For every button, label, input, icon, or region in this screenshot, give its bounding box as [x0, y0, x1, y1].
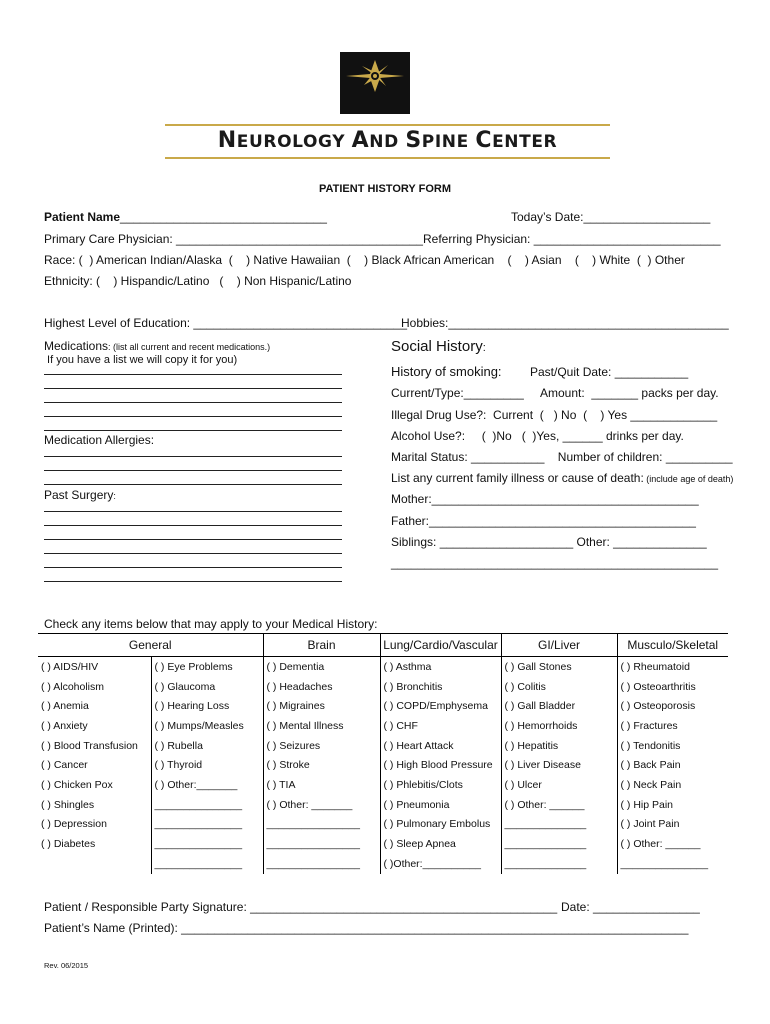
neurology-logo-icon	[340, 52, 410, 114]
condition-checkbox-item[interactable]: ( ) Depression	[41, 818, 107, 831]
allergy-line[interactable]	[44, 456, 342, 457]
condition-checkbox-item[interactable]: ( ) Gall Stones	[501, 657, 617, 677]
condition-checkbox-item[interactable]: ( ) Thyroid	[151, 755, 263, 775]
condition-checkbox-item[interactable]: ( ) Back Pain	[617, 755, 728, 775]
condition-checkbox-item[interactable]: ( ) Rheumatoid	[617, 657, 728, 677]
medication-line[interactable]	[44, 416, 342, 417]
past-quit-date-field[interactable]: Past/Quit Date: ___________	[530, 365, 689, 379]
header-general: General	[38, 634, 263, 657]
condition-checkbox-item[interactable]: ( ) Phlebitis/Clots	[380, 775, 501, 795]
condition-checkbox-item[interactable]: ( ) Pulmonary Embolus	[380, 815, 501, 835]
condition-checkbox-item[interactable]: ( ) Hepatitis	[501, 736, 617, 756]
condition-checkbox-item[interactable]: ________________	[263, 815, 380, 835]
condition-checkbox-item[interactable]: ______________	[501, 834, 617, 854]
condition-checkbox-item[interactable]: ( ) Other: ______	[501, 795, 617, 815]
hobbies-field[interactable]: Hobbies:__________________________________________	[401, 316, 729, 330]
table-row	[38, 795, 728, 815]
condition-checkbox-item[interactable]: ( ) Blood Transfusion	[41, 739, 138, 752]
condition-checkbox-item[interactable]: ( ) Dementia	[263, 657, 380, 677]
condition-checkbox-item[interactable]: ( ) Anxiety	[41, 719, 88, 732]
condition-checkbox-item[interactable]: ( ) Diabetes	[41, 838, 96, 851]
condition-checkbox-item[interactable]: ( ) Ulcer	[501, 775, 617, 795]
table-row	[38, 677, 728, 697]
mother-field[interactable]: Mother:________________________________________	[391, 492, 699, 506]
condition-checkbox-item[interactable]: ______________	[501, 815, 617, 835]
condition-checkbox-item[interactable]: ( ) Pneumonia	[380, 795, 501, 815]
condition-checkbox-item[interactable]: ( ) Sleep Apnea	[380, 834, 501, 854]
condition-checkbox-item[interactable]: ( ) Other: _______	[263, 795, 380, 815]
allergy-line[interactable]	[44, 470, 342, 471]
condition-checkbox-item[interactable]: ( ) High Blood Pressure	[380, 755, 501, 775]
medication-line[interactable]	[44, 402, 342, 403]
medication-line[interactable]	[44, 388, 342, 389]
condition-checkbox-item[interactable]: _______________	[151, 834, 263, 854]
table-row	[38, 736, 728, 756]
condition-checkbox-item[interactable]: ( ) Joint Pain	[617, 815, 728, 835]
patient-name-field[interactable]: Patient Name_______________________________	[44, 210, 327, 224]
condition-checkbox-item[interactable]: ( ) Headaches	[263, 677, 380, 697]
condition-checkbox-item[interactable]: ( ) Bronchitis	[380, 677, 501, 697]
marital-status-field[interactable]: Marital Status: ___________ Number of children: __________	[391, 450, 733, 464]
table-row	[38, 696, 728, 716]
smoking-history-label: History of smoking:	[391, 364, 502, 379]
condition-checkbox-item[interactable]: ( ) COPD/Emphysema	[380, 696, 501, 716]
medical-history-table	[38, 633, 728, 874]
condition-checkbox-item[interactable]: _______________	[617, 854, 728, 874]
condition-checkbox-item[interactable]: ( ) Mumps/Measles	[151, 716, 263, 736]
surgery-line[interactable]	[44, 567, 342, 568]
condition-checkbox-item[interactable]: ( ) Cancer	[41, 759, 88, 772]
table-row	[38, 657, 728, 677]
referring-physician-field[interactable]: Referring Physician: ____________________________	[423, 232, 721, 246]
condition-checkbox-item[interactable]: ________________	[263, 854, 380, 874]
condition-checkbox-item[interactable]: ________________	[263, 834, 380, 854]
condition-checkbox-item[interactable]: ( ) Hemorrhoids	[501, 716, 617, 736]
condition-checkbox-item[interactable]: _______________	[151, 815, 263, 835]
surgery-heading: Past Surgery:	[44, 488, 116, 502]
surgery-line[interactable]	[44, 511, 342, 512]
condition-checkbox-item[interactable]: ______________	[501, 854, 617, 874]
condition-checkbox-item[interactable]: _______________	[151, 854, 263, 874]
condition-checkbox-item[interactable]: ( ) Colitis	[501, 677, 617, 697]
table-row	[38, 854, 728, 874]
medications-copy-note: If you have a list we will copy it for you)	[44, 354, 238, 366]
condition-checkbox-item[interactable]: ( ) Osteoarthritis	[617, 677, 728, 697]
condition-checkbox-item[interactable]: ( ) Neck Pain	[617, 775, 728, 795]
condition-checkbox-item[interactable]: ( ) Chicken Pox	[41, 778, 113, 791]
surgery-line[interactable]	[44, 539, 342, 540]
condition-checkbox-item[interactable]: ( ) Alcoholism	[41, 680, 105, 693]
condition-checkbox-item[interactable]: ( )Other:__________	[380, 854, 501, 874]
condition-checkbox-item[interactable]: ( ) TIA	[263, 775, 380, 795]
table-row	[38, 755, 728, 775]
condition-checkbox-item[interactable]: ( ) Rubella	[151, 736, 263, 756]
signature-date-field[interactable]: Date: ________________	[561, 900, 700, 914]
header-musculo-skeletal: Musculo/Skeletal	[617, 634, 728, 657]
condition-checkbox-item[interactable]: ( ) Tendonitis	[617, 736, 728, 756]
table-row	[38, 834, 728, 854]
header-lung-cardio-vascular: Lung/Cardio/Vascular	[380, 634, 501, 657]
condition-checkbox-item[interactable]: ( ) Anemia	[41, 700, 89, 713]
allergy-line[interactable]	[44, 484, 342, 485]
medication-line[interactable]	[44, 430, 342, 431]
ethnicity-options[interactable]: Ethnicity: ( ) Hispandic/Latino ( ) Non Hispanic/Latino	[44, 274, 352, 288]
siblings-field[interactable]: Siblings: ____________________ Other: ______________	[391, 535, 707, 549]
condition-checkbox-item[interactable]: _______________	[151, 795, 263, 815]
drug-use-field[interactable]: Illegal Drug Use?: Current ( ) No ( ) Yes _____________	[391, 408, 718, 422]
printed-name-field[interactable]: Patient’s Name (Printed): ____________________________________________________________________________	[44, 921, 689, 935]
condition-checkbox-item[interactable]: ( ) Liver Disease	[501, 755, 617, 775]
form-title: PATIENT HISTORY FORM	[318, 183, 451, 195]
condition-checkbox-item[interactable]: ( ) CHF	[380, 716, 501, 736]
condition-checkbox-item[interactable]: ( ) Migraines	[263, 696, 380, 716]
table-row	[38, 716, 728, 736]
surgery-line[interactable]	[44, 525, 342, 526]
primary-care-physician-field[interactable]: Primary Care Physician: _____________________________________	[44, 232, 423, 246]
alcohol-use-field[interactable]: Alcohol Use?: ( )No ( )Yes, ______ drinks per day.	[391, 429, 684, 443]
brand-name: NEUROLOGY AND SPINE CENTER	[217, 128, 558, 153]
father-field[interactable]: Father:________________________________________	[391, 514, 696, 528]
condition-checkbox-item[interactable]: ( ) Glaucoma	[151, 677, 263, 697]
current-type-field[interactable]: Current/Type:_________	[391, 386, 524, 400]
medical-history-intro: Check any items below that may apply to your Medical History:	[44, 617, 378, 631]
todays-date-field[interactable]: Today’s Date:___________________	[511, 210, 711, 224]
condition-checkbox-item[interactable]: ( ) Seizures	[263, 736, 380, 756]
social-history-title: Social History:	[391, 338, 486, 355]
condition-checkbox-item[interactable]: ( ) Stroke	[263, 755, 380, 775]
family-extra-line[interactable]: _________________________________________________	[391, 556, 719, 570]
header-gi-liver: GI/Liver	[501, 634, 617, 657]
condition-checkbox-item[interactable]: ( ) AIDS/HIV	[38, 657, 151, 677]
condition-checkbox-item	[38, 854, 151, 874]
brand-top-rule	[165, 124, 610, 126]
condition-checkbox-item[interactable]: ( ) Gall Bladder	[501, 696, 617, 716]
condition-checkbox-item[interactable]: ( ) Hearing Loss	[151, 696, 263, 716]
allergies-heading: Medication Allergies:	[44, 433, 155, 447]
revision-label: Rev. 06/2015	[44, 961, 89, 970]
condition-checkbox-item[interactable]: ( ) Heart Attack	[380, 736, 501, 756]
family-illness-label: List any current family illness or cause of death: (include age of death)	[391, 471, 734, 485]
education-field[interactable]: Highest Level of Education: ________________________________	[44, 316, 407, 330]
condition-checkbox-item[interactable]: ( ) Eye Problems	[151, 657, 263, 677]
brand-bottom-rule	[165, 157, 610, 159]
surgery-line[interactable]	[44, 553, 342, 554]
condition-checkbox-item[interactable]: ( ) Fractures	[617, 716, 728, 736]
table-row	[38, 775, 728, 795]
race-options[interactable]: Race: ( ) American Indian/Alaska ( ) Native Hawaiian ( ) Black African American ( ) Asian ( ) White ( ) Other	[44, 253, 685, 267]
condition-checkbox-item[interactable]: ( ) Other: ______	[617, 834, 728, 854]
medications-heading: Medications: (list all current and recent medications.)	[44, 339, 271, 353]
condition-checkbox-item[interactable]: ( ) Shingles	[41, 798, 95, 811]
condition-checkbox-item[interactable]: ( ) Mental Illness	[263, 716, 380, 736]
table-row	[38, 815, 728, 835]
signature-field[interactable]: Patient / Responsible Party Signature: ______________________________________________	[44, 900, 558, 914]
condition-checkbox-item[interactable]: ( ) Asthma	[380, 657, 501, 677]
condition-checkbox-item[interactable]: ( ) Other:_______	[151, 775, 263, 795]
amount-field[interactable]: Amount: _______ packs per day.	[540, 386, 719, 400]
medication-line[interactable]	[44, 374, 342, 375]
condition-checkbox-item[interactable]: ( ) Osteoporosis	[617, 696, 728, 716]
surgery-line[interactable]	[44, 581, 342, 582]
condition-checkbox-item[interactable]: ( ) Hip Pain	[617, 795, 728, 815]
header-brain: Brain	[263, 634, 380, 657]
